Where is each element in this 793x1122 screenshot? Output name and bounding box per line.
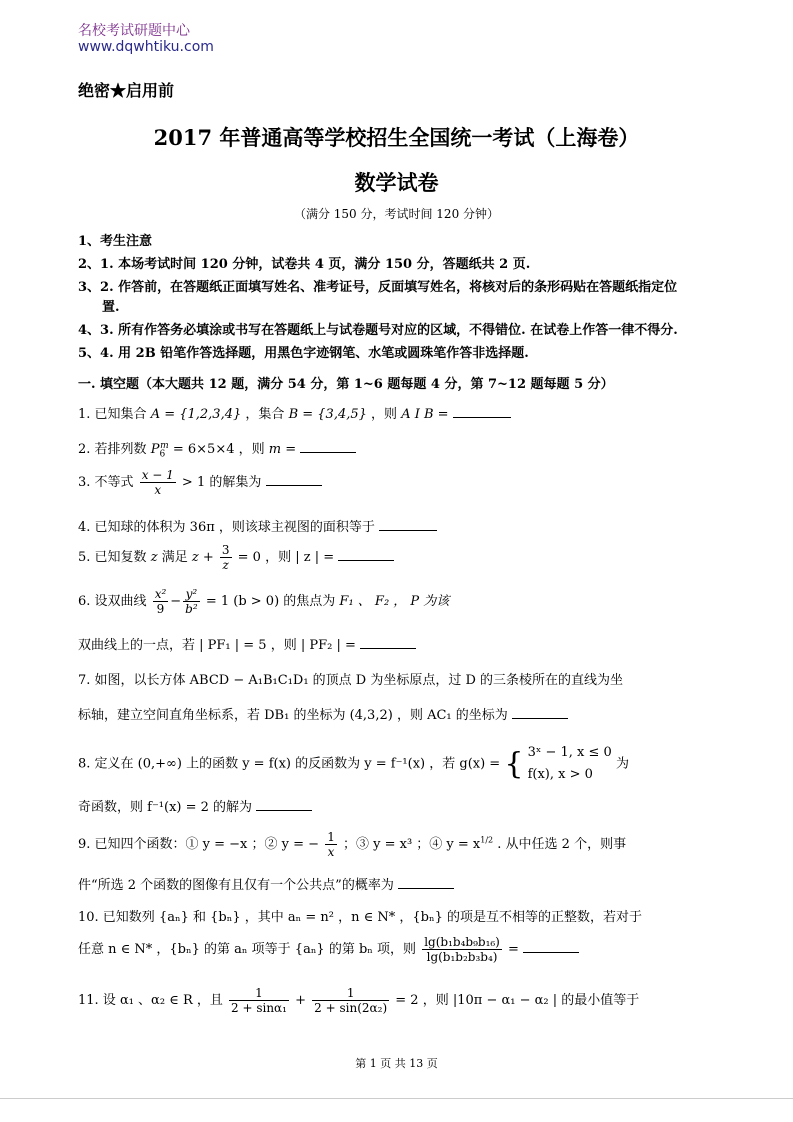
question-9: 9. 已知四个函数：① y = −x ；② y = − $\frac{1}{x}$ ；③ y = x³ ；④ $y = x^{1/2}$ . 从中任选 2 个，则事 [78, 830, 627, 859]
question-8-cont: 奇函数，则 f⁻¹(x) = 2 的解为 [78, 796, 312, 815]
question-11: 11. 设 α₁ 、α₂ ∈ R ，且 $\frac{1}{\text{2 + sinα₁}}$ + $\frac{1}{\text{2 + sin(2α₂)}}$ = 2 ，则 |10π − α₁ − α₂ | 的最小值等于 [78, 986, 640, 1015]
piecewise-cases: 3ˣ − 1, x ≤ 0 f(x), x > 0 [527, 745, 612, 782]
question-10-cont: 任意 n ∈ N* ，{bₙ} 的第 aₙ 项等于 {aₙ} 的第 bₙ 项，则 $\frac{\text{lg(b₁b₄b₉b₁₆)}}{\text{lg(b₁b₂b₃b₄)}}$ = [78, 935, 579, 964]
question-6-cont: 双曲线上的一点，若 | PF₁ | = 5 ，则 | PF₂ | = [78, 634, 416, 653]
question-6: 6. 设双曲线 $\frac{\text{x²}}{9}$ − $\frac{\text{y²}}{\text{b²}}$ = 1 (b > 0) 的焦点为 F₁ 、 F₂ ， P 为该 [78, 587, 450, 616]
note-2: 2、1. 本场考试时间 120 分钟，试卷共 4 页，满分 150 分，答题纸共 2 页. [78, 257, 531, 272]
left-brace-icon: { [504, 746, 524, 782]
fraction: $\frac{\text{y²}}{\text{b²}}$ [185, 587, 198, 616]
watermark-url[interactable]: www.dqwhtiku.com [78, 39, 214, 55]
note-4: 4、3. 所有作答务必填涂或书写在答题纸上与试卷题号对应的区域，不得错位. 在试卷上作答一律不得分. [78, 323, 678, 338]
watermark-line1: 名校考试研题中心 [78, 23, 190, 39]
score-info: （满分 150 分，考试时间 120 分钟） [293, 207, 500, 221]
page-divider [0, 1098, 793, 1099]
question-2: 2. 若排列数 $P_6^m = 6\times 5\times 4$ ，则 m = [78, 438, 356, 460]
note-3-cont: 置. [102, 300, 120, 315]
answer-blank-6[interactable] [360, 636, 416, 649]
answer-blank-2[interactable] [300, 440, 356, 453]
note-5: 5、4. 用 2B 铅笔作答选择题，用黑色字迹钢笔、水笔或圆珠笔作答非选择题. [78, 346, 529, 361]
answer-blank-5[interactable] [338, 548, 394, 561]
question-9-cont: 件“所选 2 个函数的图像有且仅有一个公共点”的概率为 [78, 874, 454, 893]
question-1: 1. 已知集合 A = {1,2,3,4} ，集合 B = {3,4,5} ，则 A I B = [78, 403, 511, 422]
note-1: 1、考生注意 [78, 234, 153, 249]
answer-blank-7[interactable] [512, 706, 568, 719]
secret-label: 绝密★启用前 [78, 81, 175, 100]
question-8: 8. 定义在 (0,+∞) 上的函数 y = f(x) 的反函数为 y = f⁻¹(x) ，若 g(x) = { 3ˣ − 1, x ≤ 0 f(x), x > 0 为 [78, 742, 629, 786]
answer-blank-1[interactable] [453, 405, 511, 418]
question-7: 7. 如图，以长方体 ABCD − A₁B₁C₁D₁ 的顶点 D 为坐标原点，过 D 的三条棱所在的直线为坐 [78, 673, 624, 688]
answer-blank-4[interactable] [379, 518, 437, 531]
fraction: $\frac{1}{x}$ [327, 830, 335, 859]
note-3: 3、2. 作答前，在答题纸正面填写姓名、准考证号，反面填写姓名，将核对后的条形码贴在答题纸指定位 [78, 280, 678, 295]
question-3: 3. 不等式 $\frac{x - 1}{x}$ > 1 的解集为 [78, 468, 322, 497]
question-5: 5. 已知复数 z 满足 z + $\frac{3}{z}$ = 0 ，则 | z | = [78, 543, 394, 572]
answer-blank-8[interactable] [256, 798, 312, 811]
answer-blank-10[interactable] [523, 940, 579, 953]
page-number: 第 1 页 共 13 页 [355, 1057, 438, 1070]
fraction: $\frac{x - 1}{x}$ [141, 468, 174, 497]
fraction: $\frac{\text{lg(b₁b₄b₉b₁₆)}}{\text{lg(b₁b₂b₃b₄)}}$ [424, 935, 500, 964]
page-subtitle: 数学试卷 [354, 170, 439, 195]
question-4: 4. 已知球的体积为 36π ，则该球主视图的面积等于 [78, 516, 437, 535]
question-7-cont: 标轴，建立空间直角坐标系，若 DB₁ 的坐标为 (4,3,2) ，则 AC₁ 的坐标为 [78, 704, 568, 723]
answer-blank-3[interactable] [266, 473, 322, 486]
fraction: $\frac{1}{\text{2 + sinα₁}}$ [231, 986, 287, 1015]
page-title: 2017 年普通高等学校招生全国统一考试（上海卷） [153, 125, 640, 150]
fraction: $\frac{3}{z}$ [221, 543, 230, 572]
fraction: $\frac{\text{x²}}{9}$ [154, 587, 167, 616]
answer-blank-9[interactable] [398, 876, 454, 889]
section-heading: 一. 填空题（本大题共 12 题，满分 54 分，第 1~6 题每题 4 分，第 7~12 题每题 5 分） [78, 377, 614, 392]
fraction: $\frac{1}{\text{2 + sin(2α₂)}}$ [314, 986, 388, 1015]
question-10: 10. 已知数列 {aₙ} 和 {bₙ} ，其中 aₙ = n² ，n ∈ N* ，{bₙ} 的项是互不相等的正整数，若对于 [78, 910, 643, 925]
